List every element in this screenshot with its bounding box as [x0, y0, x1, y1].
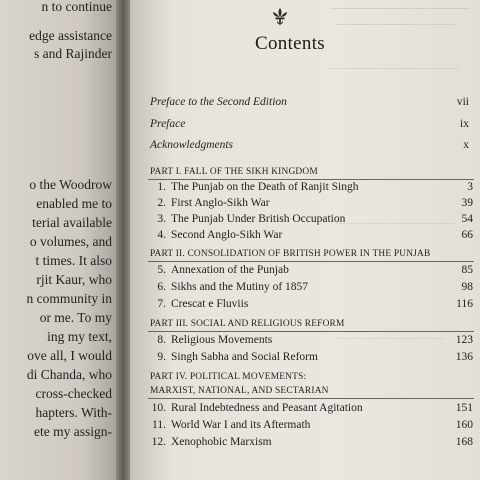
left-page-line: o volumes, and	[29, 234, 112, 249]
chapter-title: The Punjab on the Death of Ranjit Singh	[171, 181, 359, 193]
left-page-line: n community in	[26, 291, 112, 306]
chapter-page: 123	[455, 334, 473, 346]
chapter-number: 3.	[157, 213, 166, 225]
part-heading: PART I. FALL OF THE SIKH KINGDOM	[150, 167, 318, 177]
chapter-number: 2.	[157, 197, 166, 209]
part-heading: PART II. CONSOLIDATION OF BRITISH POWER IN THE PUNJAB	[150, 249, 431, 259]
chapter-page: 160	[455, 419, 473, 431]
chapter-number: 1.	[157, 181, 166, 193]
chapter-number: 7.	[157, 298, 166, 310]
left-page	[0, 0, 118, 480]
front-matter-title: Preface to the Second Edition	[150, 96, 287, 108]
chapter-page: 168	[455, 436, 473, 448]
left-page-line: ove all, I would	[27, 348, 112, 363]
divider	[148, 398, 474, 399]
fleur-de-lis-icon	[269, 6, 291, 28]
chapter-title: First Anglo-Sikh War	[171, 197, 270, 209]
left-page-line: hapters. With-	[35, 405, 112, 420]
page-title: Contents	[255, 33, 325, 54]
chapter-number: 8.	[157, 334, 166, 346]
chapter-title: Annexation of the Punjab	[171, 264, 289, 276]
left-page-line: o the Woodrow	[29, 177, 112, 192]
chapter-page: 66	[461, 229, 473, 241]
left-page-line: s and Rajinder	[34, 46, 112, 61]
chapter-page: 98	[461, 281, 473, 293]
chapter-page: 3	[467, 181, 473, 193]
chapter-page: 39	[461, 197, 473, 209]
chapter-title: Second Anglo-Sikh War	[171, 229, 283, 241]
chapter-title: Religious Movements	[171, 334, 273, 346]
left-page-line: cross-checked	[35, 386, 112, 401]
left-page-line: di Chanda, who	[26, 367, 112, 382]
front-matter-page: vii	[456, 96, 469, 108]
chapter-number: 11.	[152, 419, 166, 431]
chapter-number: 9.	[157, 351, 166, 363]
part-heading: PART III. SOCIAL AND RELIGIOUS REFORM	[150, 319, 345, 329]
left-page-line: t times. It also	[35, 253, 112, 268]
chapter-title: Singh Sabha and Social Reform	[171, 351, 318, 363]
left-page-line: or me. To my	[39, 310, 112, 325]
divider	[148, 261, 474, 262]
part-heading: PART IV. POLITICAL MOVEMENTS:	[150, 372, 307, 382]
chapter-title: Sikhs and the Mutiny of 1857	[171, 281, 309, 293]
contents-page	[130, 0, 480, 480]
front-matter-title: Acknowledgments	[150, 139, 234, 151]
left-page-line: rjit Kaur, who	[36, 272, 112, 287]
front-matter-title: Preface	[150, 118, 186, 130]
left-page-line: terial available	[32, 215, 112, 230]
chapter-title: Xenophobic Marxism	[171, 436, 272, 448]
chapter-number: 5.	[157, 264, 166, 276]
chapter-title: Rural Indebtedness and Peasant Agitation	[171, 402, 363, 414]
left-page-line: edge assistance	[29, 28, 112, 43]
left-page-line: ete my assign-	[34, 424, 112, 439]
chapter-title: Crescat e Fluviis	[171, 298, 249, 310]
divider	[148, 179, 474, 180]
left-page-line: ing my text,	[47, 329, 112, 344]
part-subheading: MARXIST, NATIONAL, AND SECTARIAN	[150, 386, 329, 396]
left-page-line: enabled me to	[36, 196, 112, 211]
chapter-page: 116	[456, 298, 473, 310]
front-matter-page: x	[463, 139, 469, 151]
chapter-number: 4.	[157, 229, 166, 241]
chapter-page: 54	[461, 213, 473, 225]
chapter-page: 85	[461, 264, 473, 276]
chapter-number: 10.	[151, 402, 166, 414]
chapter-title: The Punjab Under British Occupation	[171, 213, 346, 225]
chapter-number: 12.	[151, 436, 166, 448]
front-matter-page: ix	[460, 118, 469, 130]
chapter-page: 151	[455, 402, 473, 414]
divider	[148, 331, 474, 332]
chapter-number: 6.	[157, 281, 166, 293]
left-page-line: n to continue	[41, 0, 112, 14]
chapter-page: 136	[455, 351, 473, 363]
chapter-title: World War I and its Aftermath	[171, 419, 311, 431]
